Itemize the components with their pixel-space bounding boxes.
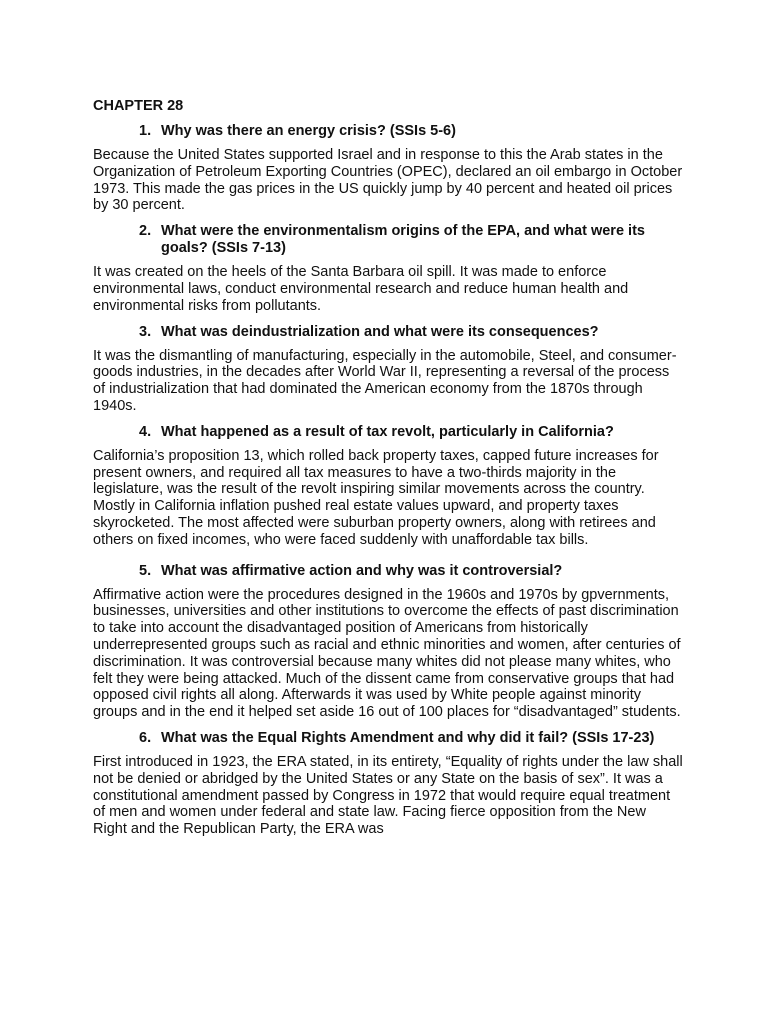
answer-1: Because the United States supported Israel and in response to this the Arab states in the Organization of Petroleum Exporting Countries (OPEC), declared an oil embargo in October 1973. This made the gas prices in the US quickly jump by 40 percent and heated oil prices by 30 percent. [93, 147, 683, 214]
answer-5: Affirmative action were the procedures designed in the 1960s and 1970s by gpvernments, businesses, universities and other institutions to overcome the effects of past discrimination to take into account the disadvantaged position of Americans from historically underrepresented groups such as racial and ethnic minorities and women, after centuries of discrimination. It was controversial because many whites did not please many whites, who felt they were being attacked. Much of the dissent came from conservative groups that had opposed civil rights all along. Afterwards it was used by White people against minority groups and in the end it helped set aside 16 out of 100 places for “disadvantaged” students. [93, 586, 681, 721]
question-number: 4. [139, 423, 152, 440]
question-number: 3. [139, 323, 152, 340]
question-text: What happened as a result of tax revolt, particularly in California? [161, 423, 614, 440]
chapter-heading: CHAPTER 28 [93, 98, 184, 114]
question-text: What was deindustrialization and what were its consequences? [161, 323, 599, 340]
question-4 [93, 424, 683, 441]
question-text: What were the environmentalism origins of the EPA, and what were its goals? (SSIs 7-13) [161, 223, 645, 257]
question-3 [93, 324, 683, 341]
question-2 [93, 223, 683, 257]
question-number: 5. [139, 562, 152, 579]
answer-4: California’s proposition 13, which rolled back property taxes, capped future increases for present owners, and required all tax measures to have a two-thirds majority in the legislature, was the result of the revolt inspiring similar movements across the country. Mostly in California inflation pushed real estate values upward, and property taxes skyrocketed. The most affected were suburban property owners, along with retirees and others on fixed incomes, who were faced suddenly with unaffordable tax bills. [93, 447, 659, 548]
question-1 [93, 123, 683, 140]
answer-6: First introduced in 1923, the ERA stated, in its entirety, “Equality of rights under the law shall not be denied or abridged by the United States or any State on the basis of sex”. It was a constitutional amendment passed by Congress in 1972 that would require equal treatment of men and women under federal and state law. Facing fierce opposition from the New Right and the Republican Party, the ERA was [93, 753, 683, 838]
document-page [93, 97, 683, 847]
question-text: Why was there an energy crisis? (SSIs 5-6) [161, 123, 456, 139]
answer-3: It was the dismantling of manufacturing, especially in the automobile, Steel, and consumer-goods industries, in the decades after World War II, representing a reversal of the process of industrialization that had dominated the American economy from the 1870s through 1940s. [93, 347, 677, 414]
question-5 [93, 563, 683, 580]
question-number: 1. [139, 123, 152, 139]
question-number: 6. [139, 729, 152, 746]
question-6 [93, 730, 683, 747]
answer-2: It was created on the heels of the Santa Barbara oil spill. It was made to enforce environmental laws, conduct environmental research and reduce human health and environmental risks from pollutants. [93, 264, 629, 314]
question-text: What was affirmative action and why was it controversial? [161, 562, 563, 579]
question-number: 2. [139, 223, 152, 240]
question-text: What was the Equal Rights Amendment and why did it fail? (SSIs 17-23) [161, 729, 655, 746]
